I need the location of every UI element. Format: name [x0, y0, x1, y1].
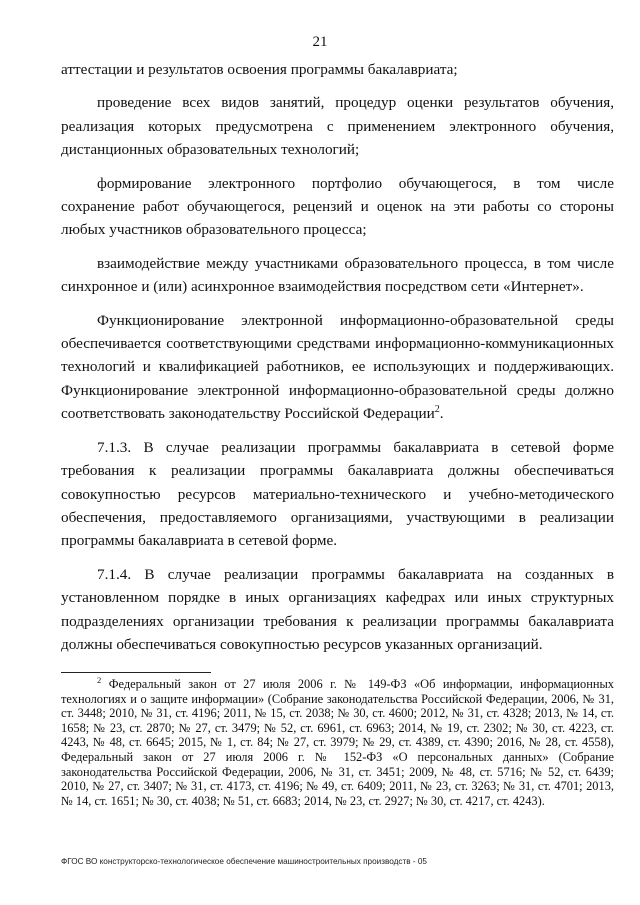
paragraph-2: проведение всех видов занятий, процедур оценки результатов обучения, реализация которых предусмотрена с применением электронного обучения, дистанционных образовательных технологий;	[61, 94, 614, 159]
paragraph-5	[61, 309, 614, 426]
paragraph-7-1-3: 7.1.3. В случае реализации программы бакалавриата в сетевой форме требования к реализации программы бакалавриата должны обеспечиваться совокупностью ресурсов материально-технического и учебно-методического обеспечения, предоставляемого организациями, участвующими в реализации программы бакалавриата в сетевой форме.	[61, 438, 614, 550]
paragraph-4: взаимодействие между участниками образовательного процесса, в том числе синхронное и (или) асинхронное взаимодействия посредством сети «Интернет».	[61, 254, 614, 296]
footnote-text: Федеральный закон от 27 июля 2006 г. № 149-ФЗ «Об информации, информационных технологиях и о защите информации» (Собрание законодательства Российской Федерации, 2006, № 31, ст. 3448; 2010, № 31, ст. 4196; 2011, № 15, ст. 2038; № 30, ст. 4600; 2012, № 31, ст. 4328; 2013, № 14, ст. 1658; № 23, ст. 2870; № 27, ст. 3479; № 52, ст. 6961, ст. 6963; 2014, № 19, ст. 2302; № 30, ст. 4223, ст. 4243, № 48, ст. 6645; 2015, № 1, ст. 84; № 27, ст. 3979; № 29, ст. 4389, ст. 4390; 2016, № 28, ст. 4558), Федеральный закон от 27 июля 2006 г. № 152-ФЗ «О персональных данных» (Собрание законодательства Российской Федерации, 2006, № 31, ст. 3451; 2009, № 48, ст. 5716; № 52, ст. 6439; 2010, № 27, ст. 3407; № 31, ст. 4173, ст. 4196; № 49, ст. 6409; 2011, № 23, ст. 3263; № 31, ст. 4701; 2013, № 14, ст. 1651; № 30, ст. 4038; № 51, ст. 6683; 2014, № 23, ст. 2927; № 30, ст. 4217, ст. 4243).	[61, 677, 615, 808]
paragraph-7-1-4: 7.1.4. В случае реализации программы бакалавриата на созданных в установленном порядке в иных организациях кафедрах или иных структурных подразделениях организации требования к реализации программы бакалавриата должны обеспечиваться совокупностью ресурсов указанных организаций.	[61, 565, 614, 653]
footnote	[61, 674, 615, 808]
page-number: 21	[312, 34, 328, 50]
footnote-reference[interactable]: 2	[434, 404, 440, 416]
footnote-divider	[61, 672, 211, 673]
paragraph-3: формирование электронного портфолио обучающегося, в том числе сохранение работ обучающегося, рецензий и оценок на эти работы со стороны любых участников образовательного процесса;	[61, 174, 614, 239]
paragraph-1: аттестации и результатов освоения программы бакалавриата;	[61, 61, 458, 78]
footnote-marker: 2	[97, 674, 102, 685]
paragraph-5-end: .	[439, 405, 444, 423]
page-footer: ФГОС ВО конструкторско-технологическое обеспечение машиностроительных производств - 05	[61, 857, 427, 866]
main-text	[61, 58, 614, 666]
paragraph-5-text: Функционирование электронной информационно-образовательной среды обеспечивается соответствующими средствами информационно-коммуникационных технологий и квалификацией работников, ее использующих и поддерживающих. Функционирование электронной информационно-образовательной среды должно соответствовать законодательству Российской Федерации	[61, 311, 614, 423]
